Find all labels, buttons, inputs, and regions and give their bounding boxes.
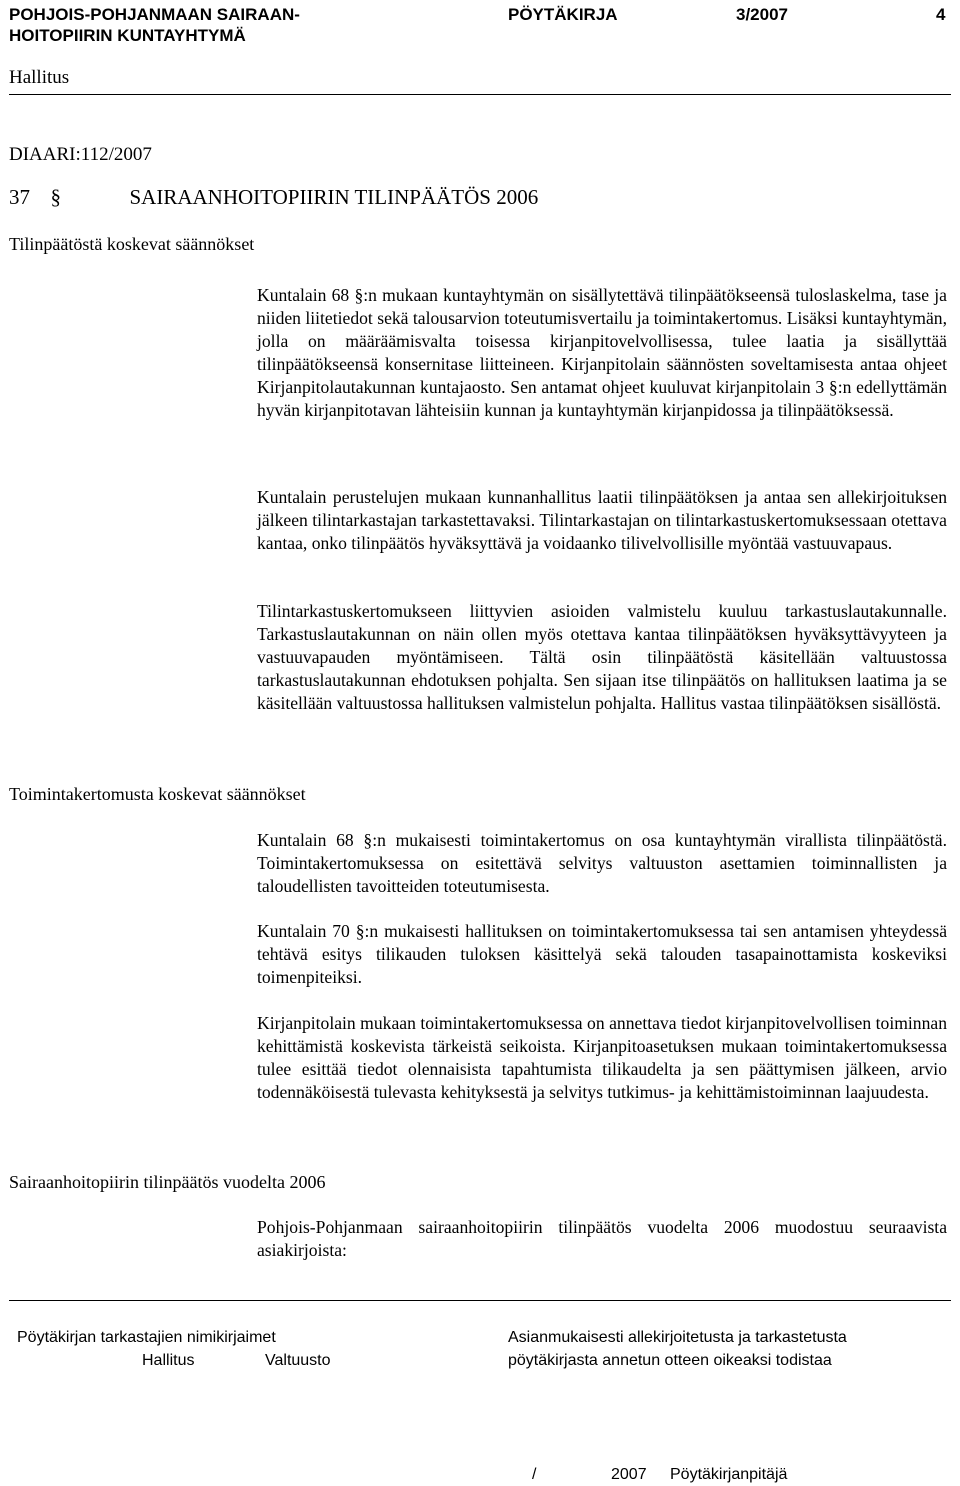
item-number: 37 — [9, 185, 30, 209]
item-title-row — [9, 184, 538, 210]
date-slash: / — [532, 1466, 537, 1483]
paragraph: Kirjanpitolain mukaan toimintakertomuksessa on annettava tiedot kirjanpitovelvollisen toiminnan kehittämistä koskevista tärkeistä seikoista. Kirjanpitoasetuksen mukaan toimintakertomuksessa tulee esittää tiedot olennaisista tapahtumista tilikaudelta ja sen päättymisen jälkeen, arvio todennäköisestä tulevasta kehityksestä ja selvitys tutkimus- ja kehittämistoiminnan laajuudesta. — [257, 1013, 947, 1102]
paragraph: Tilintarkastuskertomukseen liittyvien asioiden valmistelu kuuluu tarkastuslautakunnalle. Tarkastuslautakunnan on näin ollen myös otettava kantaa tilinpäätöksen hyväksyttävyyteen ja vastuuvapauden myöntämiseen. Tältä osin tilinpäätöstä käsitellään valtuustossa tarkastuslautakunnan ehdotuksen pohjalta. Sen sijaan itse tilinpäätös on hallituksen laatima ja se käsitellään valtuustossa hallituksen valmistelun pohjalta. Hallitus vastaa tilinpäätöksen sisällöstä. — [257, 601, 947, 713]
body-name: Hallitus — [9, 67, 70, 88]
initials-column-hallitus: Hallitus — [142, 1352, 195, 1369]
diaari-number: DIAARI:112/2007 — [9, 144, 152, 165]
header-divider — [9, 94, 951, 95]
organization-name-line1: POHJOIS-POHJANMAAN SAIRAAN- — [9, 5, 300, 24]
section-heading-financial-statement-rules: Tilinpäätöstä koskevat säännökset — [9, 234, 255, 254]
document-type: PÖYTÄKIRJA — [508, 5, 618, 24]
footer-divider — [9, 1300, 951, 1301]
section-symbol: § — [50, 185, 61, 209]
certification-line2: pöytäkirjasta annetun otteen oikeaksi todistaa — [508, 1352, 832, 1369]
document-number: 3/2007 — [736, 5, 788, 24]
paragraph: Kuntalain 68 §:n mukaisesti toimintakertomus on osa kuntayhtymän virallista tilinpäätöstä. Toimintakertomuksessa on esitettävä selvitys valtuuston asettamien toiminnallisten ja taloudellisten tavoitteiden toteutumisesta. — [257, 830, 947, 896]
organization-name-line2: HOITOPIIRIN KUNTAYHTYMÄ — [9, 26, 246, 45]
section-heading-annual-report-rules: Toimintakertomusta koskevat säännökset — [9, 784, 306, 804]
paragraph: Kuntalain perustelujen mukaan kunnanhallitus laatii tilinpäätöksen ja antaa sen allekirjoituksen jälkeen tilintarkastajan tarkastettavaksi. Tilintarkastajan on tilintarkastuskertomuksessaan otettava kantaa, onko tilinpäätös hyväksyttävä ja voidaanko tilivelvollisille myöntää vastuuvapaus. — [257, 487, 947, 553]
paragraph: Pohjois-Pohjanmaan sairaanhoitopiirin tilinpäätös vuodelta 2006 muodostuu seuraavista asiakirjoista: — [257, 1217, 947, 1260]
section-heading-financial-statement-2006: Sairaanhoitopiirin tilinpäätös vuodelta 2006 — [9, 1172, 326, 1192]
date-year: 2007 — [611, 1466, 647, 1483]
organization-name — [9, 4, 300, 46]
initials-label: Pöytäkirjan tarkastajien nimikirjaimet — [17, 1329, 276, 1346]
paragraph: Kuntalain 70 §:n mukaisesti hallituksen on toimintakertomuksessa tai sen antamisen yhteydessä tehtävä esitys tilikauden tuloksen käsittelyä sekä talouden tasapainottamista koskeviksi toimenpiteiksi. — [257, 921, 947, 987]
page-number: 4 — [936, 5, 946, 24]
minute-keeper-label: Pöytäkirjanpitäjä — [670, 1466, 788, 1483]
paragraph: Kuntalain 68 §:n mukaan kuntayhtymän on sisällytettävä tilinpäätökseensä tuloslaskelma, tase ja niiden liitetiedot sekä talousarvion toteutumisvertailu ja toimintakertomus. Lisäksi kuntayhtymän, jolla on määräämisvalta toisessa kirjanpitovelvollisessa, tulee laatia ja sisällyttää tilinpäätökseensä konsernitase liitteineen. Kirjanpitolain säännösten soveltamisesta antaa ohjeet Kirjanpitolautakunnan kuntajaosto. Sen antamat ohjeet kuuluvat kirjanpitolain 3 §:n edellyttämän hyvän kirjanpitotavan lähteisiin kunnan ja kuntayhtymän kirjanpidossa ja tilinpäätöksessä. — [257, 285, 947, 420]
certification-line1: Asianmukaisesti allekirjoitetusta ja tarkastetusta — [508, 1329, 847, 1346]
item-title: SAIRAANHOITOPIIRIN TILINPÄÄTÖS 2006 — [129, 185, 539, 209]
initials-column-valtuusto: Valtuusto — [265, 1352, 331, 1369]
